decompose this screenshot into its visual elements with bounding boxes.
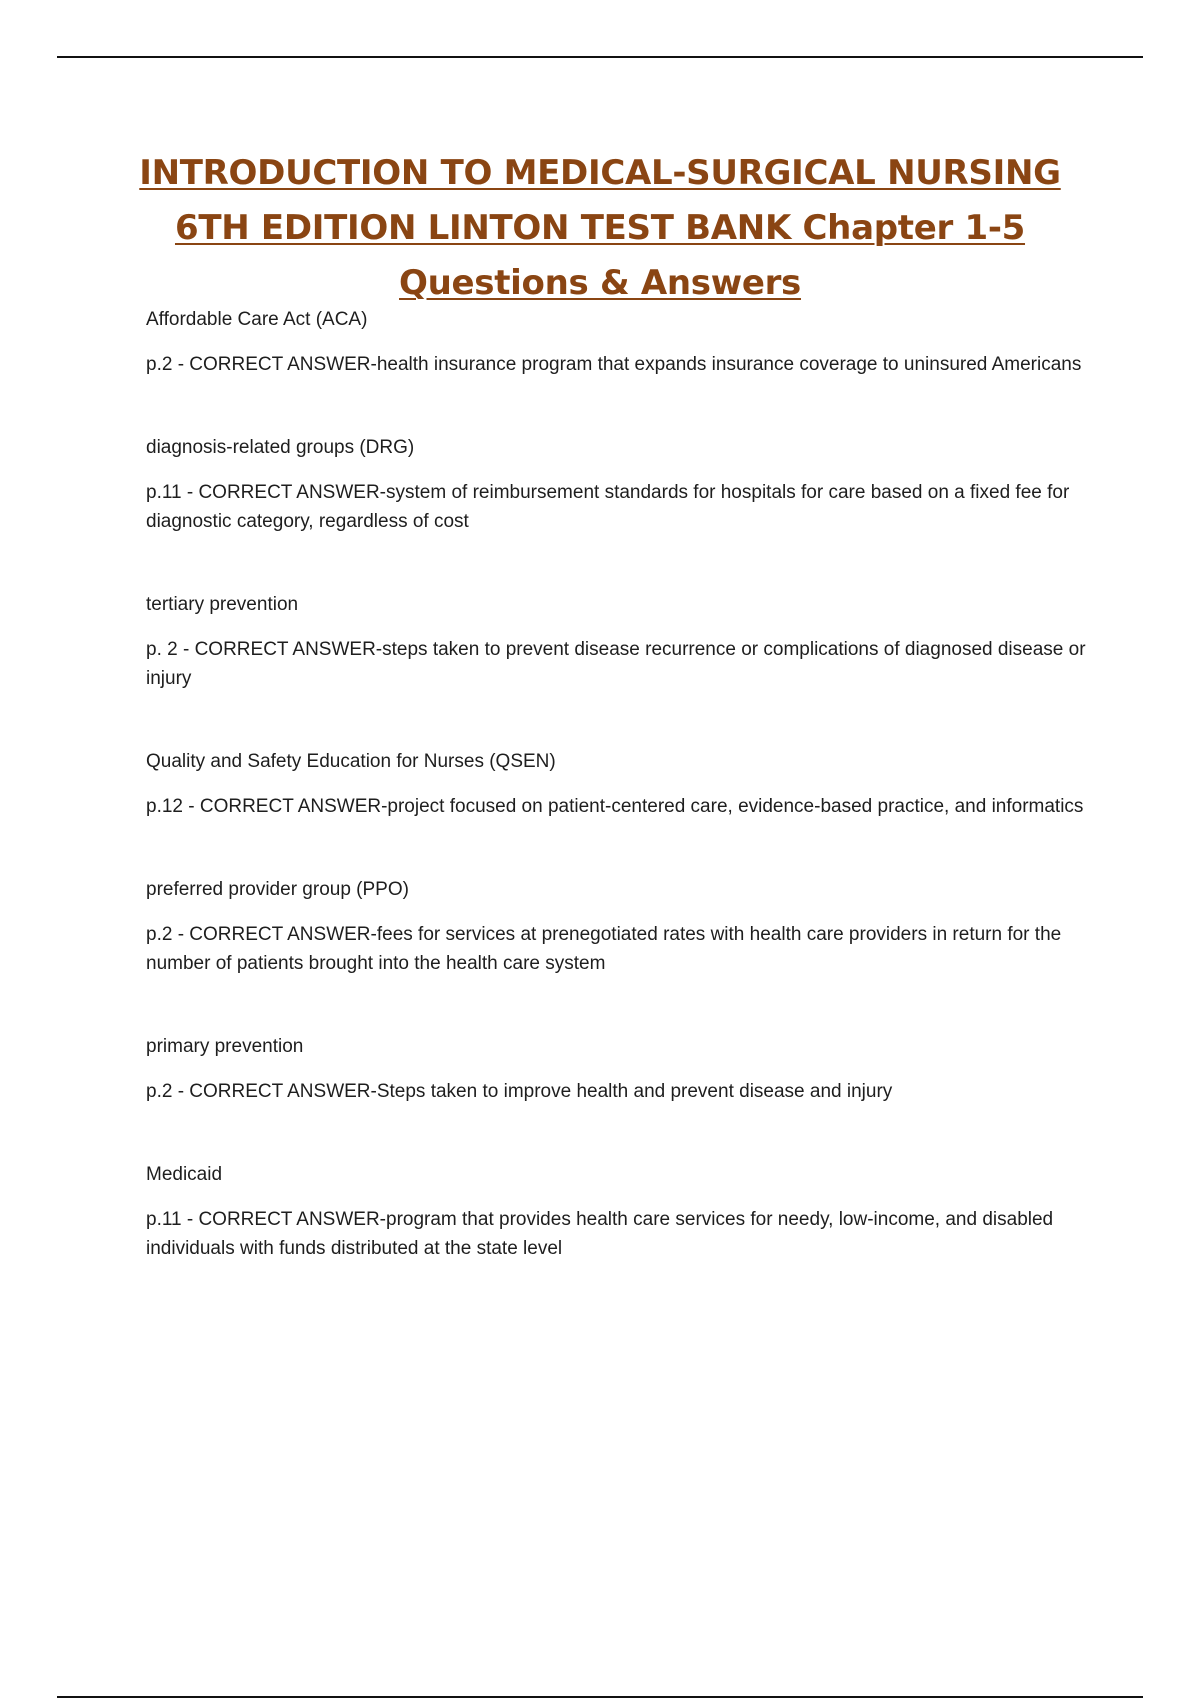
- qa-entry-qsen: [146, 748, 1096, 821]
- qa-entry-ppo: [146, 876, 1096, 978]
- entry-term: tertiary prevention: [146, 594, 299, 615]
- qa-entry-aca: [146, 306, 1096, 379]
- qa-list: [146, 306, 1096, 1318]
- entry-answer: p.2 - CORRECT ANSWER-health insurance program that expands insurance coverage to uninsured Americans: [146, 354, 1082, 375]
- qa-entry-tertiary-prevention: [146, 591, 1096, 693]
- top-rule: [57, 56, 1143, 58]
- entry-term: primary prevention: [146, 1036, 304, 1057]
- entry-term: preferred provider group (PPO): [146, 879, 409, 900]
- entry-answer: p.2 - CORRECT ANSWER-Steps taken to improve health and prevent disease and injury: [146, 1081, 893, 1102]
- entry-answer: p.12 - CORRECT ANSWER-project focused on patient-centered care, evidence-based practice, and informatics: [146, 796, 1084, 817]
- entry-answer: p.11 - CORRECT ANSWER-program that provides health care services for needy, low-income, and disabled individuals with funds distributed at the state level: [146, 1209, 1054, 1259]
- entry-term: Medicaid: [146, 1164, 223, 1185]
- entry-answer: p. 2 - CORRECT ANSWER-steps taken to prevent disease recurrence or complications of diagnosed disease or injury: [146, 639, 1086, 689]
- document-title: [0, 146, 1200, 311]
- qa-entry-drg: [146, 434, 1096, 536]
- bottom-rule: [57, 1696, 1143, 1698]
- entry-answer: p.11 - CORRECT ANSWER-system of reimbursement standards for hospitals for care based on a fixed fee for diagnostic category, regardless of cost: [146, 482, 1070, 532]
- title-line-1: INTRODUCTION TO MEDICAL-SURGICAL NURSING: [139, 153, 1061, 193]
- entry-term: diagnosis-related groups (DRG): [146, 437, 415, 458]
- title-line-3: Questions & Answers: [399, 263, 801, 303]
- title-line-2: 6TH EDITION LINTON TEST BANK Chapter 1-5: [174, 208, 1026, 248]
- qa-entry-medicaid: [146, 1161, 1096, 1263]
- entry-answer: p.2 - CORRECT ANSWER-fees for services at prenegotiated rates with health care providers in return for the number of patients brought into the health care system: [146, 924, 1062, 974]
- entry-term: Affordable Care Act (ACA): [146, 309, 368, 330]
- entry-term: Quality and Safety Education for Nurses (QSEN): [146, 751, 556, 772]
- qa-entry-primary-prevention: [146, 1033, 1096, 1106]
